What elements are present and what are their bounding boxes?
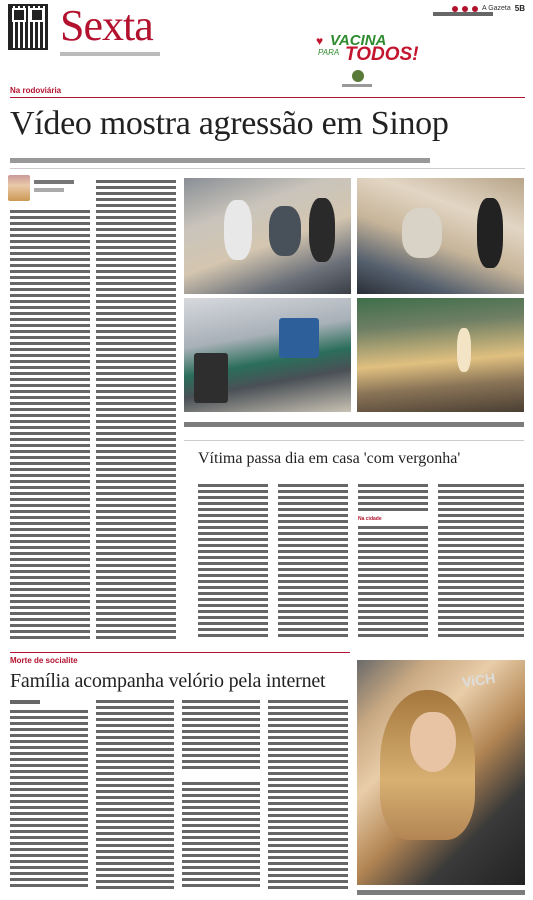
ad-line3: TODOS! [345, 44, 419, 65]
dot-icon [462, 6, 468, 12]
edition-date [433, 12, 493, 16]
section-title: Sexta [60, 1, 153, 50]
author-avatar [8, 175, 30, 201]
author-name [34, 180, 74, 184]
divider [184, 440, 524, 441]
photo-face [410, 712, 456, 772]
story1-deck [10, 158, 430, 163]
heart-icon: ♥ [316, 34, 324, 48]
qr-code-icon [8, 4, 48, 50]
seal-icon [352, 70, 364, 82]
divider [10, 97, 525, 98]
article-column [182, 782, 260, 890]
article-column [268, 700, 348, 890]
photo-bus-station [184, 298, 351, 412]
photo-caption [357, 890, 525, 895]
seal-caption [342, 84, 372, 87]
article-column [10, 710, 88, 890]
story1-subheadline: Vítima passa dia em casa 'com vergonha' [198, 450, 461, 467]
ad-line2: PARA [318, 48, 340, 57]
article-column [278, 484, 348, 640]
article-column [358, 484, 428, 512]
article-column [198, 484, 268, 640]
article-column [358, 526, 428, 640]
dot-icon [472, 6, 478, 12]
publication-name: A Gazeta [481, 5, 511, 12]
story1-kicker: Na rodoviária [10, 86, 62, 95]
article-column [182, 700, 260, 770]
page-number: 5B [514, 4, 525, 13]
story2-byline [10, 700, 40, 704]
photo-background-sign: ViCH [461, 669, 497, 691]
divider [10, 168, 525, 169]
photo-assault-2 [357, 178, 524, 294]
photo-assault-1 [184, 178, 351, 294]
story1-headline: Vídeo mostra agressão em Sinop [10, 105, 449, 142]
divider [10, 652, 350, 653]
article-column [10, 210, 90, 640]
photo-bus-night [357, 298, 524, 412]
article-column [96, 700, 174, 890]
subsection-label: Na cidade [358, 516, 382, 522]
article-column [96, 180, 176, 640]
story2-kicker: Morte de socialite [10, 656, 78, 665]
story2-headline: Família acompanha velório pela internet [10, 670, 326, 692]
photo-caption [184, 422, 524, 427]
masthead-subline [60, 52, 160, 56]
ad-line1: VACINA [330, 32, 387, 49]
dot-icon [452, 6, 458, 12]
author-role [34, 188, 64, 192]
article-column [438, 484, 524, 640]
